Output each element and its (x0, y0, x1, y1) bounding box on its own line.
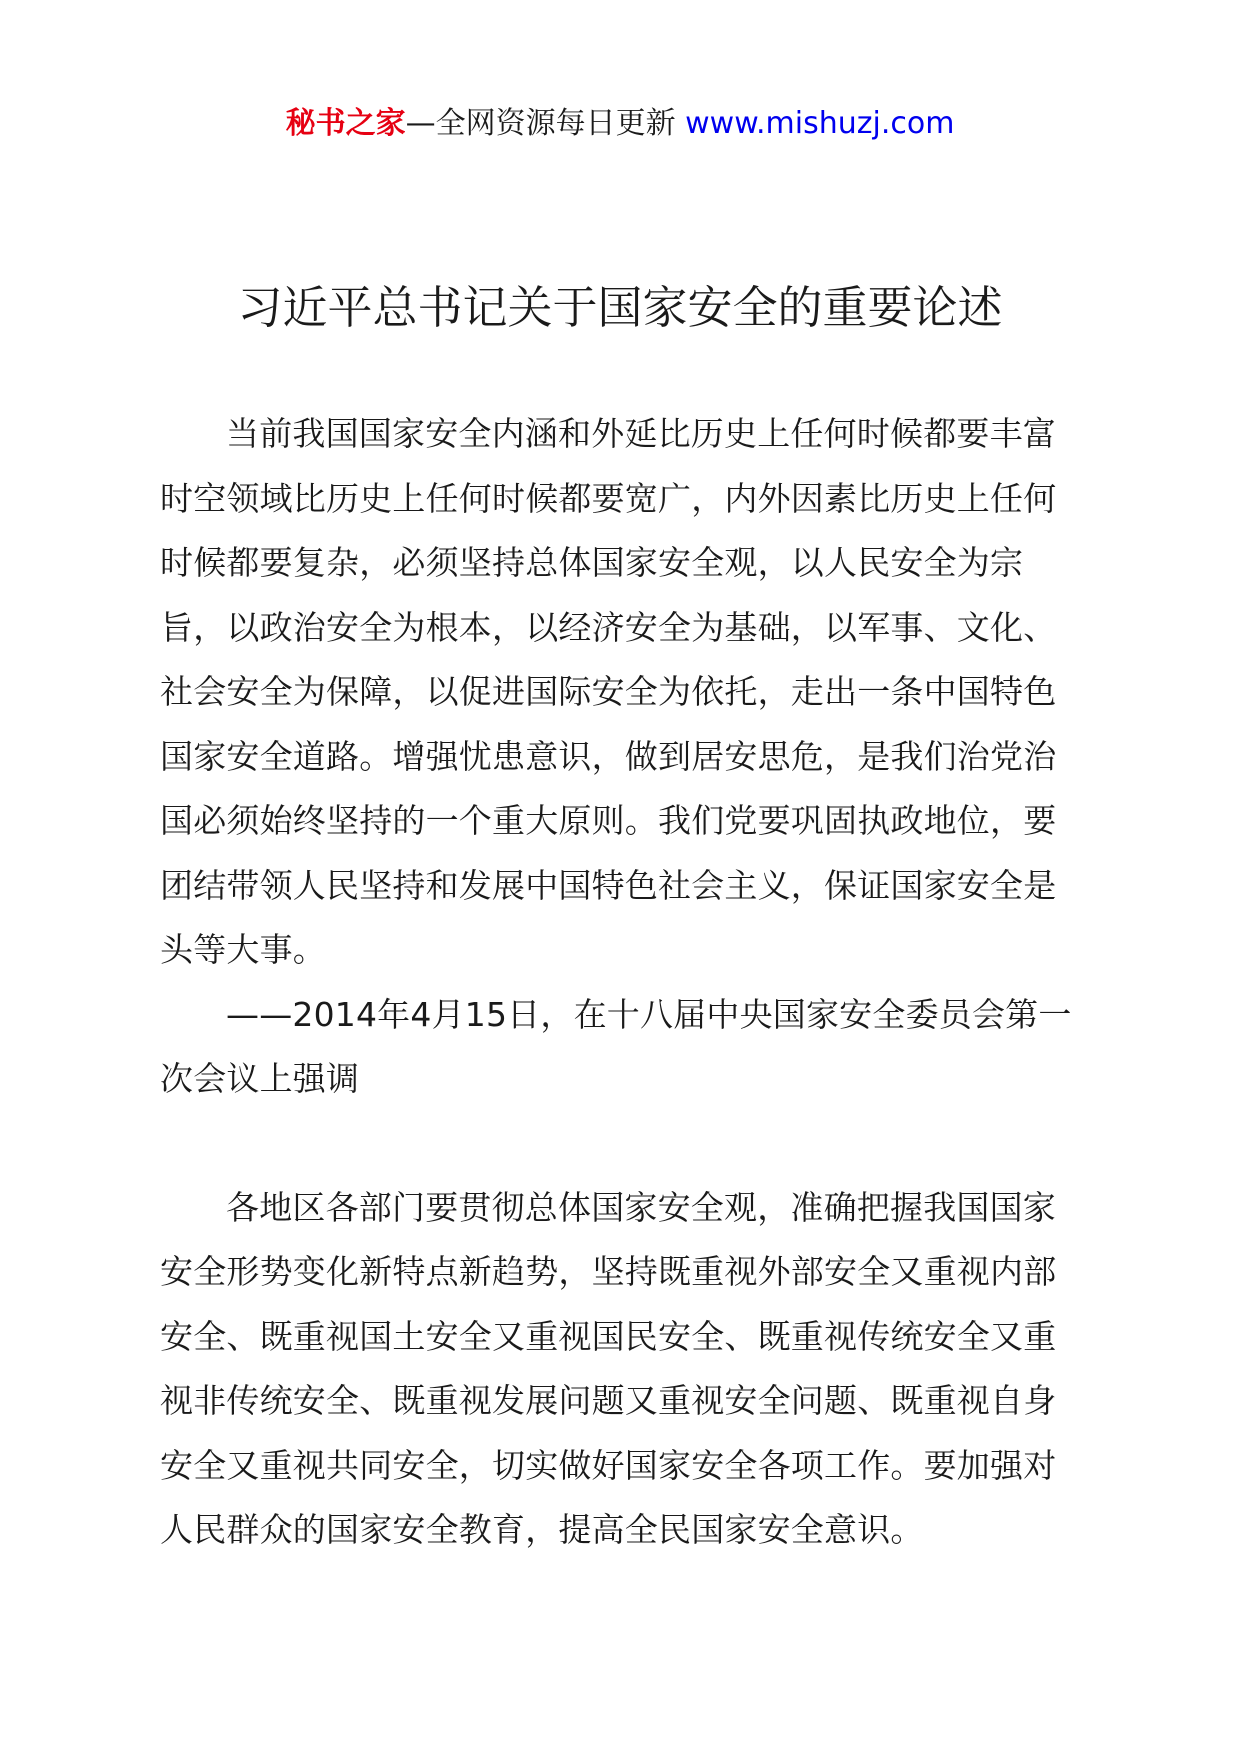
document-title: 习近平总书记关于国家安全的重要论述 (237, 281, 1003, 334)
document-body (160, 402, 1088, 1563)
paragraph-gap (160, 1112, 1088, 1176)
paragraph-source: ——2014年4月15日，在十八届中央国家安全委员会第一次会议上强调 (160, 994, 1072, 1098)
paragraph: 各地区各部门要贯彻总体国家安全观，准确把握我国国家安全形势变化新特点新趋势，坚持既重视外部安全又重视内部安全、既重视国土安全又重视国民安全、既重视传统安全又重视非传统安全、既重视发展问题又重视安全问题、既重视自身安全又重视共同安全，切实做好国家安全各项工作。要加强对人民群众的国家安全教育，提高全民国家安全意识。 (160, 1187, 1057, 1549)
site-tagline: —全网资源每日更新 (405, 106, 686, 141)
paragraph: 当前我国国家安全内涵和外延比历史上任何时候都要丰富时空领域比历史上任何时候都要宽广，内外因素比历史上任何时候都要复杂，必须坚持总体国家安全观，以人民安全为宗旨，以政治安全为根本，以经济安全为基础，以军事、文化、社会安全为保障，以促进国际安全为依托，走出一条中国特色国家安全道路。增强忧患意识，做到居安思危，是我们治党治国必须始终坚持的一个重大原则。我们党要巩固执政地位，要团结带领人民坚持和发展中国特色社会主义，保证国家安全是头等大事。 (160, 414, 1057, 969)
site-url-link[interactable]: www.mishuzj.com (685, 106, 955, 141)
site-brand: 秘书之家 (285, 106, 406, 141)
site-header (0, 98, 1240, 150)
